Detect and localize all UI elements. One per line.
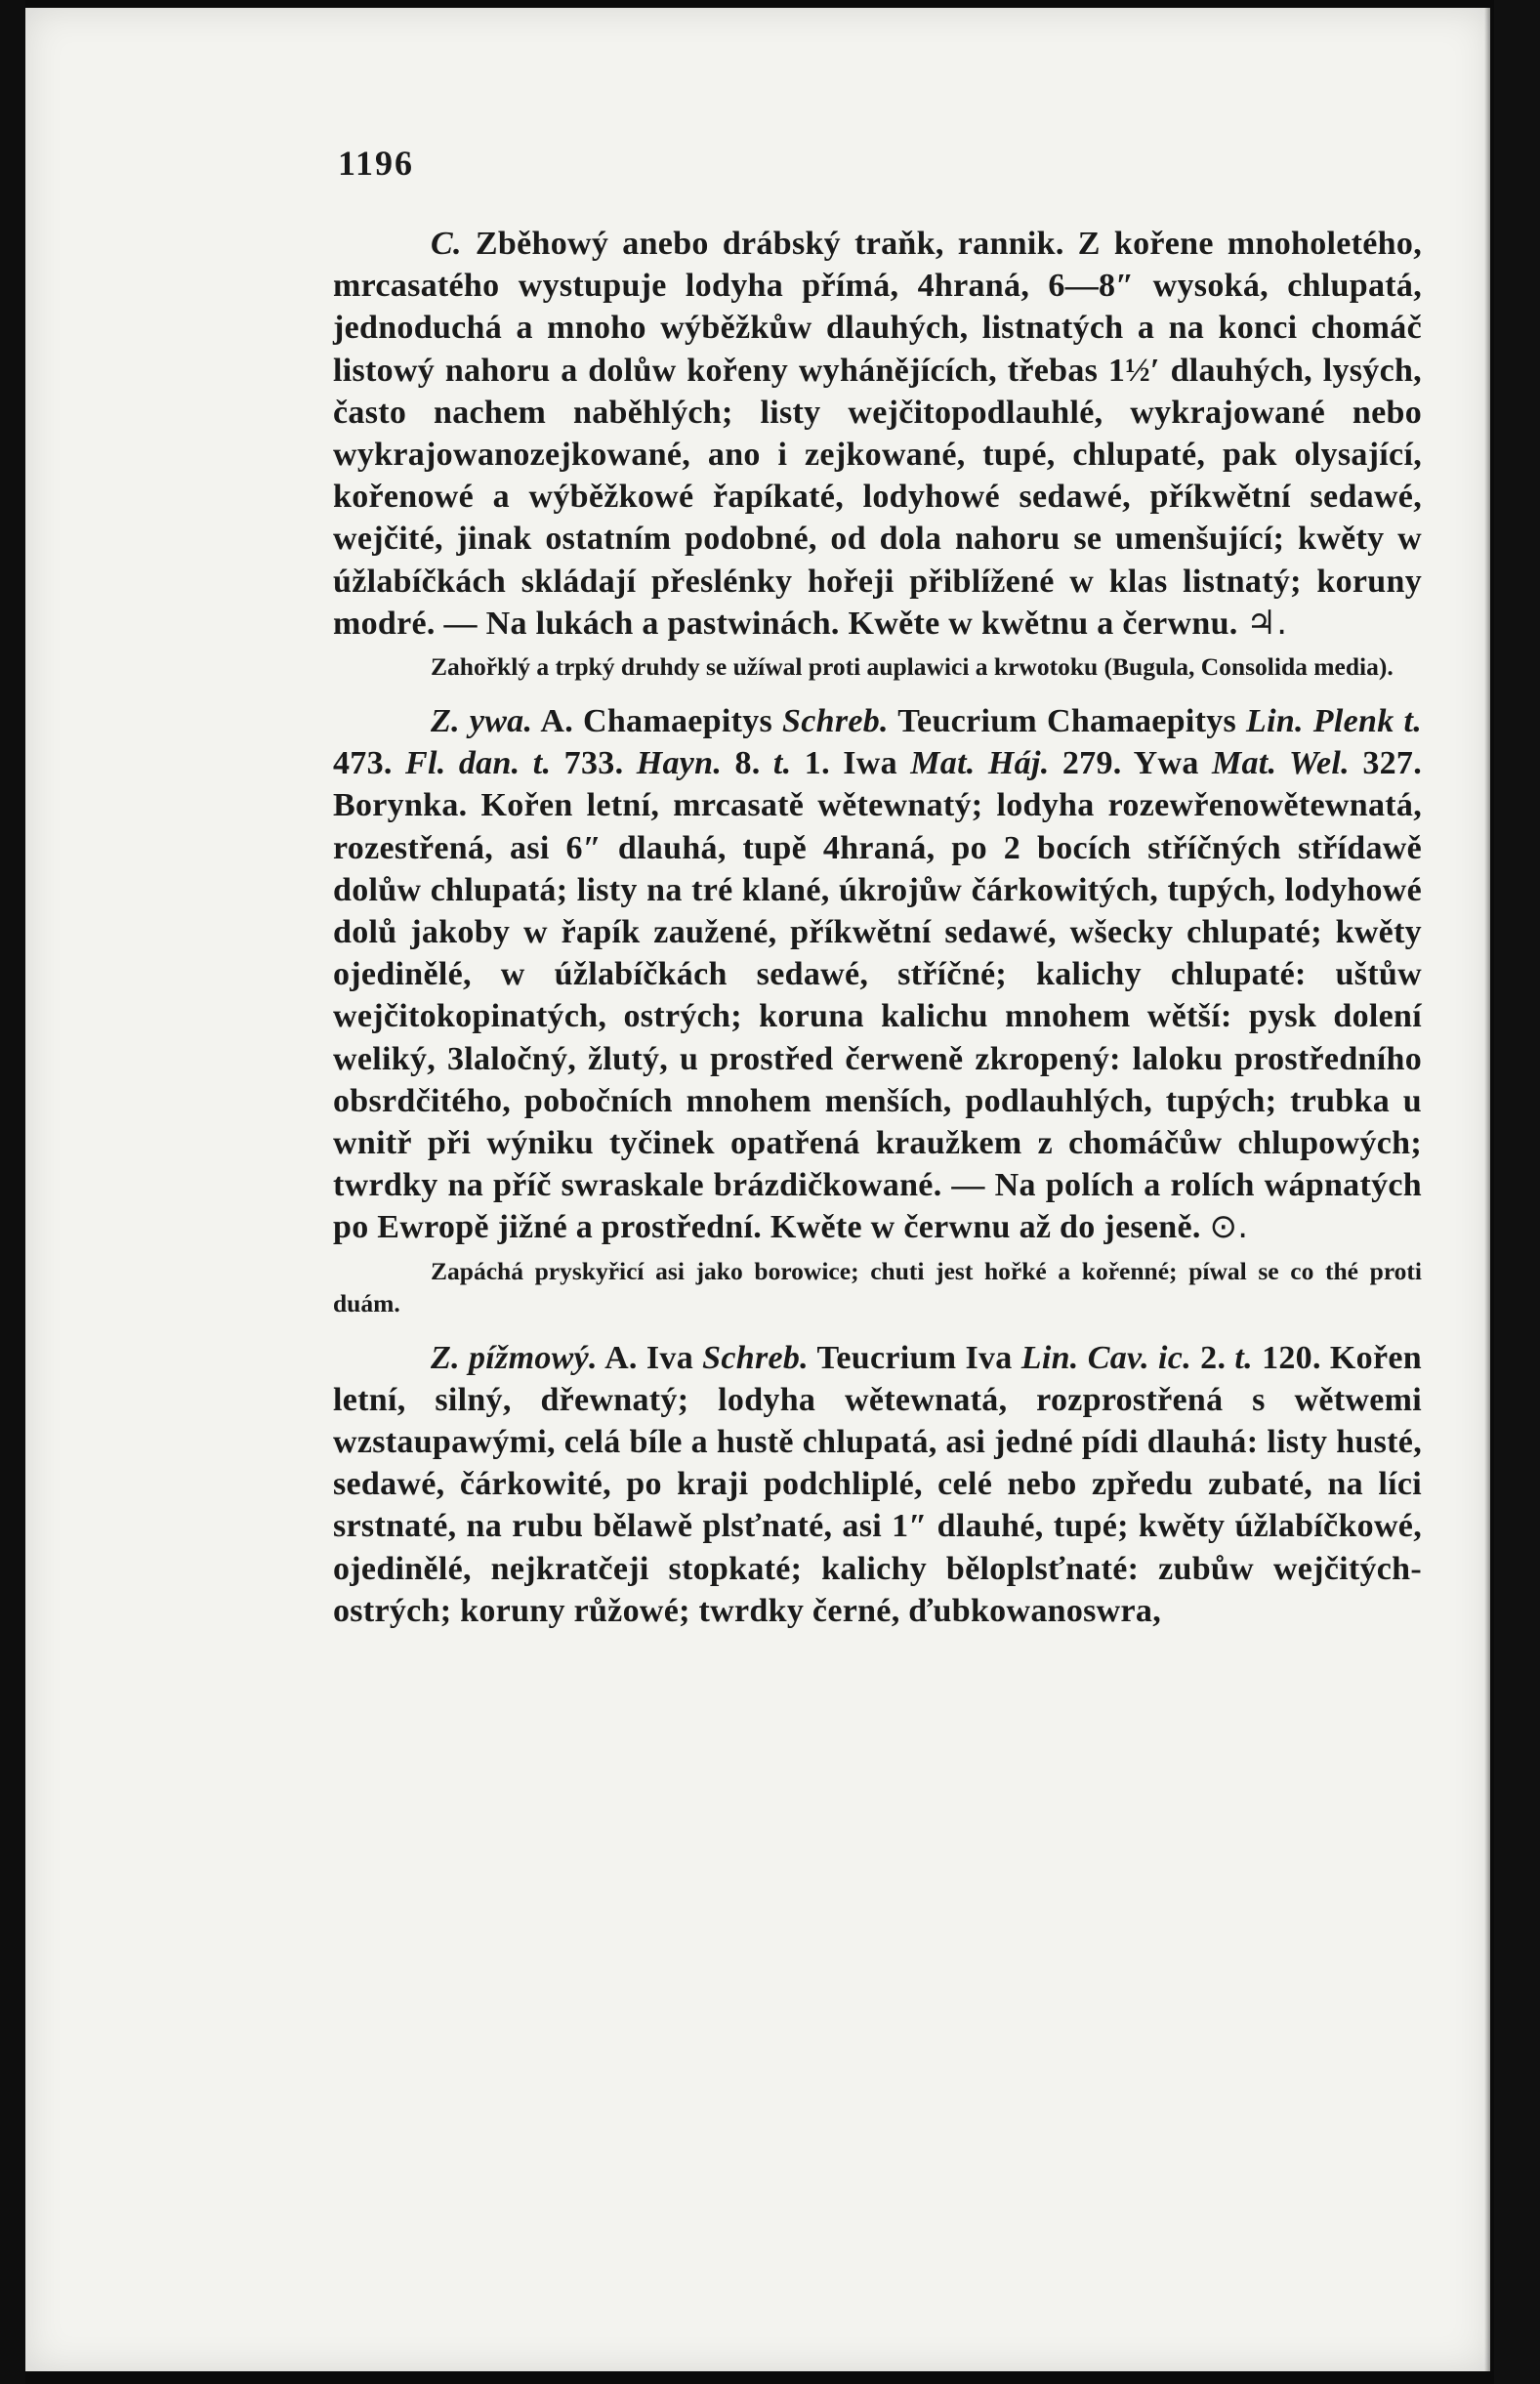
page-content <box>333 223 1422 1632</box>
author-citation: t. <box>1234 1339 1253 1376</box>
author-citation: Hayn. <box>636 745 723 782</box>
author-citation: Lin. Plenk t. <box>1246 703 1422 740</box>
entry-text: 8. <box>734 745 761 782</box>
species-name: Z. ywa. <box>431 703 533 740</box>
entry-text: 473. <box>333 745 393 782</box>
perennial-symbol: ♃. <box>1246 603 1288 643</box>
note-paragraph-ywa: Zapáchá pryskyřicí asi jako borowice; chuti jest hořké a kořenné; píwal se co thé proti duám. <box>333 1256 1422 1317</box>
annual-symbol: ⊙. <box>1209 1207 1249 1247</box>
entry-text: 733. <box>563 745 624 782</box>
author-citation: Schreb. <box>702 1339 809 1376</box>
entry-text: 279. Ywa <box>1061 745 1199 782</box>
entry-text: A. Chamaepitys <box>540 703 773 740</box>
author-citation: Fl. dan. t. <box>405 745 552 782</box>
scan-border-left <box>0 0 25 2384</box>
entry-text: 120. Kořen letní, silný, dřewnatý; lodyha wětewnatá, rozprostřená s wětwemi wzstaupawými, celá bíle a hustě chlupatá, asi jedné pídi dlauhá: listy husté, sedawé, čárkowité, po kraji podchliplé, celé nebo zpředu zubaté, na líci srstnaté, na rubu bělawě plsťnaté, asi 1″ dlauhé, tupé; kwěty úžlabíčkowé, ojedinělé, nejkratčeji stopkaté; kalichy běloplsťnaté: zubůw wejčitých-ostrých; koruny růžowé; twrdky černé, ďubkowanoswra, <box>333 1339 1422 1629</box>
author-citation: Mat. Háj. <box>910 745 1050 782</box>
entry-paragraph-c <box>333 223 1422 645</box>
scan-border-right <box>1494 0 1540 2384</box>
entry-text: 1. Iwa <box>804 745 897 782</box>
entry-text: Zběhowý anebo drábský traňk, rannik. Z kořene mnoholetého, mrcasatého wystupuje lodyha přímá, 4hraná, 6—8″ wysoká, chlupatá, jednoduchá a mnoho wýběžkůw dlauhých, listnatých a na konci chomáč listowý nahoru a dolůw kořeny wyhánějících, třebas 1½′ dlauhých, lysých, často nachem naběhlých; listy wejčitopodlauhlé, wykrajowané nebo wykrajowanozejkowané, ano i zejkowané, tupé, chlupaté, pak olysající, kořenowé a wýběžkowé řapíkaté, lodyhowé sedawé, příkwětní sedawé, wejčité, jinak ostatním podobné, od dola nahoru se umenšující; kwěty w úžlabíčkách skládají přeslénky hořeji přiblížené w klas listnatý; koruny modré. — Na lukách a pastwinách. Kwěte w kwětnu a čerwnu. <box>333 226 1422 642</box>
author-citation: Schreb. <box>782 703 889 740</box>
author-citation: Lin. Cav. ic. <box>1020 1339 1191 1376</box>
species-name: Z. pížmowý. <box>431 1339 598 1376</box>
book-page <box>25 8 1490 2371</box>
entry-lead: C. <box>431 226 462 262</box>
author-citation: Mat. Wel. <box>1211 745 1350 782</box>
entry-paragraph-pizmowy <box>333 1337 1422 1632</box>
note-paragraph-c: Zahořklý a trpký druhdy se užíwal proti auplawici a krwotoku (Bugula, Consolida media). <box>431 652 1394 682</box>
entry-text: 327. Borynka. Kořen letní, mrcasatě wětewnatý; lodyha rozewřenowětewnatá, rozestřená, asi 6″ dlauhá, tupě 4hraná, po 2 bocích stříčných střídawě dolůw chlupatá; listy na tré klané, úkrojůw čárkowitých, tupých, lodyhowé dolů jakoby w řapík zaužené, příkwětní sedawé, wšecky chlupaté; kwěty ojedinělé, w úžlabíčkách sedawé, stříčné; kalichy chlupaté: uštůw wejčitokopinatých, ostrých; koruna kalichu mnohem wětší: pysk dolení weliký, 3laločný, žlutý, u prostřed čerweně zkropený: laloku prostředního obsrdčitého, pobočních mnohem menších, podlauhlých, tupých; trubka u wnitř při wýniku tyčinek opatřená kraužkem z chomáčůw chlupowých; twrdky na příč swraskale brázdičkowané. — Na polích a rolích wápnatých po Ewropě jižné a prostřední. Kwěte w čerwnu až do jeseně. <box>333 745 1423 1246</box>
author-citation: t. <box>772 745 792 782</box>
entry-text: Teucrium Chamaepitys <box>897 703 1237 740</box>
entry-paragraph-ywa <box>333 700 1422 1249</box>
entry-text: 2. <box>1200 1339 1227 1376</box>
entry-text: A. Iva <box>604 1339 693 1376</box>
entry-text: Teucrium Iva <box>816 1339 1013 1376</box>
page-number: 1196 <box>338 144 415 183</box>
